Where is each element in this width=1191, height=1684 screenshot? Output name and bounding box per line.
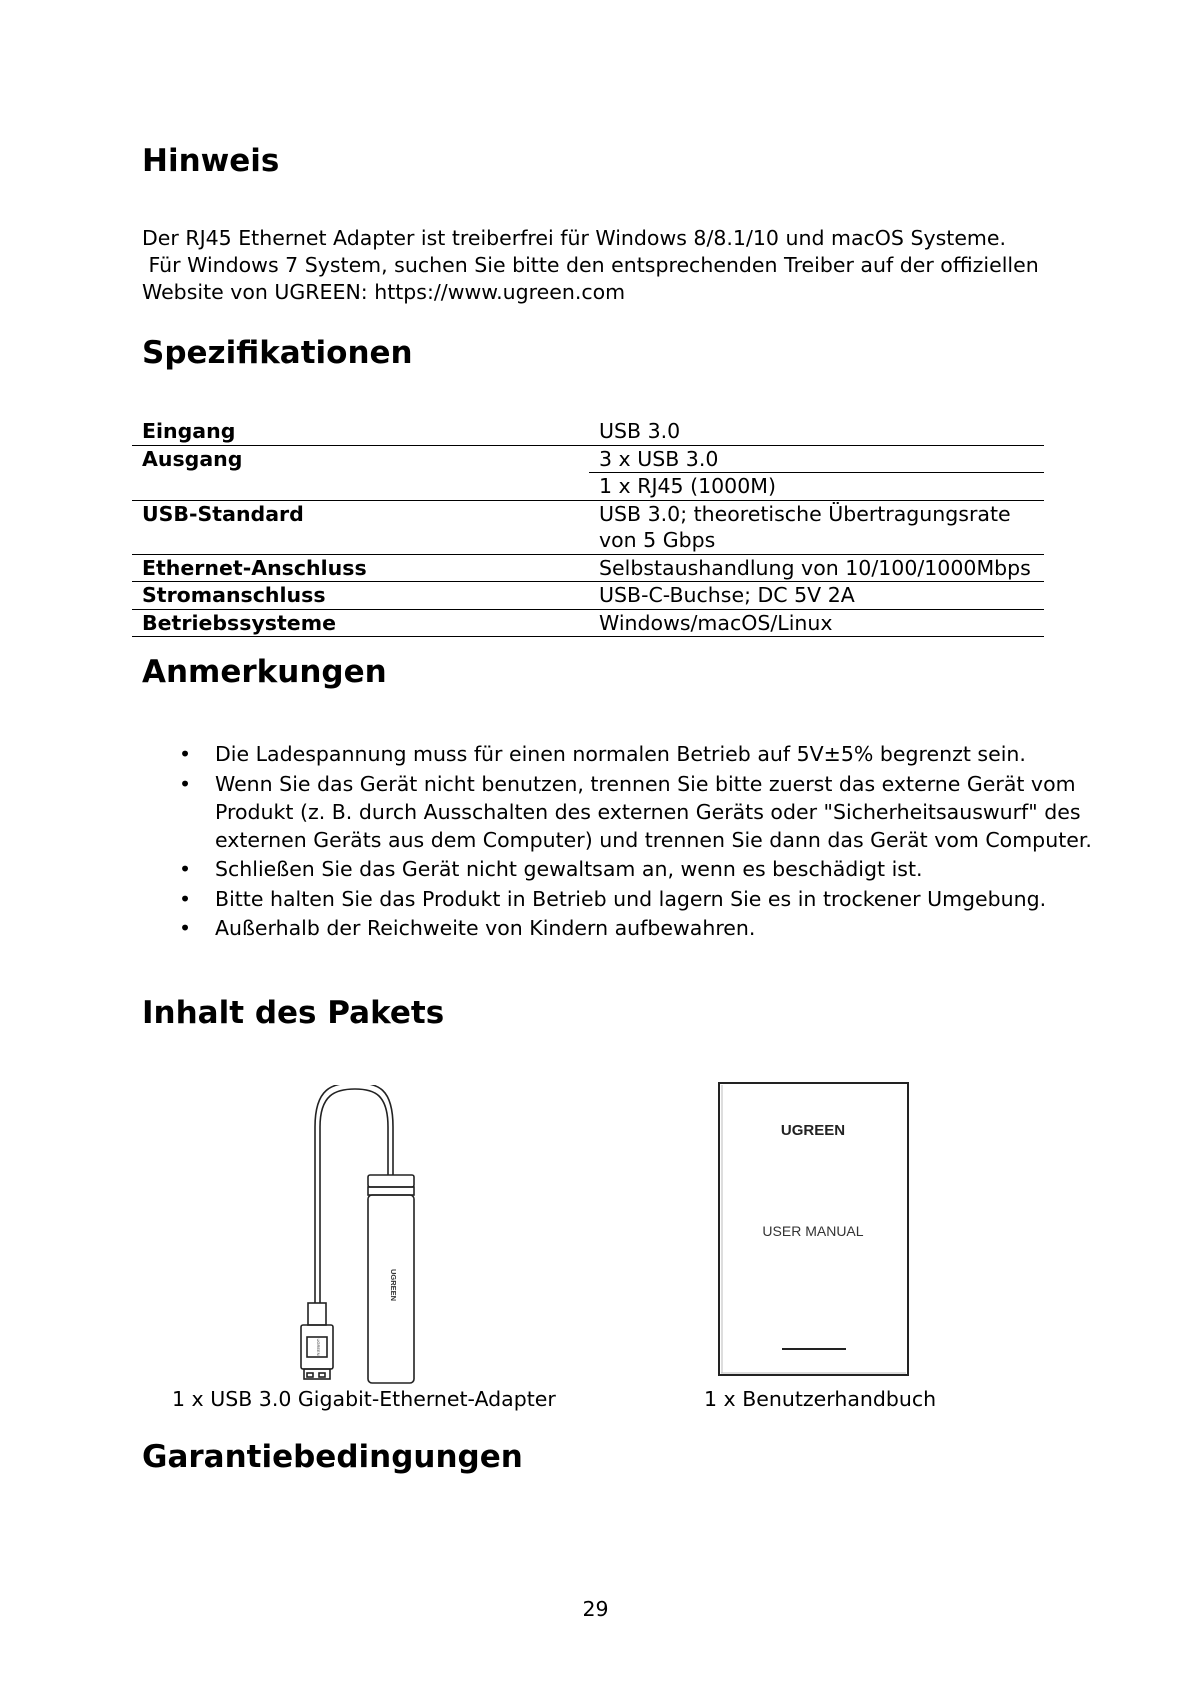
spec-table bbox=[132, 418, 1044, 637]
spec-row bbox=[132, 582, 1044, 610]
spec-value: 1 x RJ45 (1000M) bbox=[589, 473, 1044, 501]
spec-value: Selbstaushandlung von 10/100/1000Mbps bbox=[589, 554, 1044, 582]
spec-label: Ausgang bbox=[142, 446, 243, 471]
hinweis-line-2: Für Windows 7 System, suchen Sie bitte den entsprechenden Treiber auf der offiziellen bbox=[142, 253, 1039, 277]
spec-row bbox=[132, 609, 1044, 637]
manual-caption: 1 x Benutzerhandbuch bbox=[704, 1387, 937, 1411]
manual-brand-label: UGREEN bbox=[780, 1122, 846, 1139]
spec-value: von 5 Gbps bbox=[589, 527, 1044, 554]
hinweis-text bbox=[142, 225, 1082, 306]
spec-value: USB 3.0 bbox=[589, 418, 1044, 445]
usb-adapter-illustration bbox=[290, 1085, 440, 1385]
page-number: 29 bbox=[582, 1597, 609, 1621]
heading-spezifikationen: Spezifikationen bbox=[142, 335, 413, 371]
spec-label: Ethernet-Anschluss bbox=[132, 554, 589, 582]
manual-title: USER MANUAL bbox=[762, 1223, 864, 1239]
spec-row bbox=[132, 418, 1044, 445]
spec-row bbox=[132, 473, 1044, 501]
heading-garantiebedingungen: Garantiebedingungen bbox=[142, 1439, 523, 1475]
hinweis-line-1: Der RJ45 Ethernet Adapter ist treiberfrei für Windows 8/8.1/10 und macOS Systeme. bbox=[142, 226, 1007, 250]
spec-label bbox=[132, 527, 589, 554]
spec-value: 3 x USB 3.0 bbox=[589, 445, 1044, 473]
heading-hinweis: Hinweis bbox=[142, 143, 280, 179]
spec-label: USB-Standard bbox=[142, 501, 304, 526]
plug-brand-label: UGREEN bbox=[316, 1338, 321, 1356]
spec-label: Eingang bbox=[132, 418, 589, 445]
spec-label: Stromanschluss bbox=[132, 582, 589, 610]
anmerkungen-list bbox=[142, 740, 1092, 944]
spec-label bbox=[132, 473, 589, 501]
list-item: • Wenn Sie das Gerät nicht benutzen, trennen Sie bitte zuerst das externe Gerät vom Produkt (z. B. durch Ausschalten des externen Geräts oder "Sicherheitsauswurf" des externen Geräts aus dem Computer) und trennen Sie dann das Gerät vom Computer. bbox=[142, 770, 1092, 854]
spec-row bbox=[132, 445, 1044, 473]
hinweis-line-3: Website von UGREEN: https://www.ugreen.com bbox=[142, 280, 626, 304]
list-item: • Die Ladespannung muss für einen normalen Betrieb auf 5V±5% begrenzt sein. bbox=[142, 740, 1092, 768]
list-item: • Bitte halten Sie das Produkt in Betrieb und lagern Sie es in trockener Umgebung. bbox=[142, 885, 1092, 913]
user-manual-illustration bbox=[718, 1082, 912, 1380]
list-item: • Schließen Sie das Gerät nicht gewaltsam an, wenn es beschädigt ist. bbox=[142, 855, 1092, 883]
heading-inhalt-des-pakets: Inhalt des Pakets bbox=[142, 995, 445, 1031]
spec-row bbox=[132, 500, 1044, 527]
adapter-caption: 1 x USB 3.0 Gigabit-Ethernet-Adapter bbox=[172, 1387, 556, 1411]
spec-label: Betriebssysteme bbox=[132, 609, 589, 637]
spec-value: USB-C-Buchse; DC 5V 2A bbox=[589, 582, 1044, 610]
list-item: • Außerhalb der Reichweite von Kindern aufbewahren. bbox=[142, 914, 1092, 942]
adapter-brand-label: UGREEN bbox=[389, 1268, 398, 1302]
spec-value: USB 3.0; theoretische Übertragungsrate bbox=[599, 501, 1011, 526]
spec-row bbox=[132, 554, 1044, 582]
heading-anmerkungen: Anmerkungen bbox=[142, 654, 387, 690]
spec-value: Windows/macOS/Linux bbox=[589, 609, 1044, 637]
spec-row bbox=[132, 527, 1044, 554]
